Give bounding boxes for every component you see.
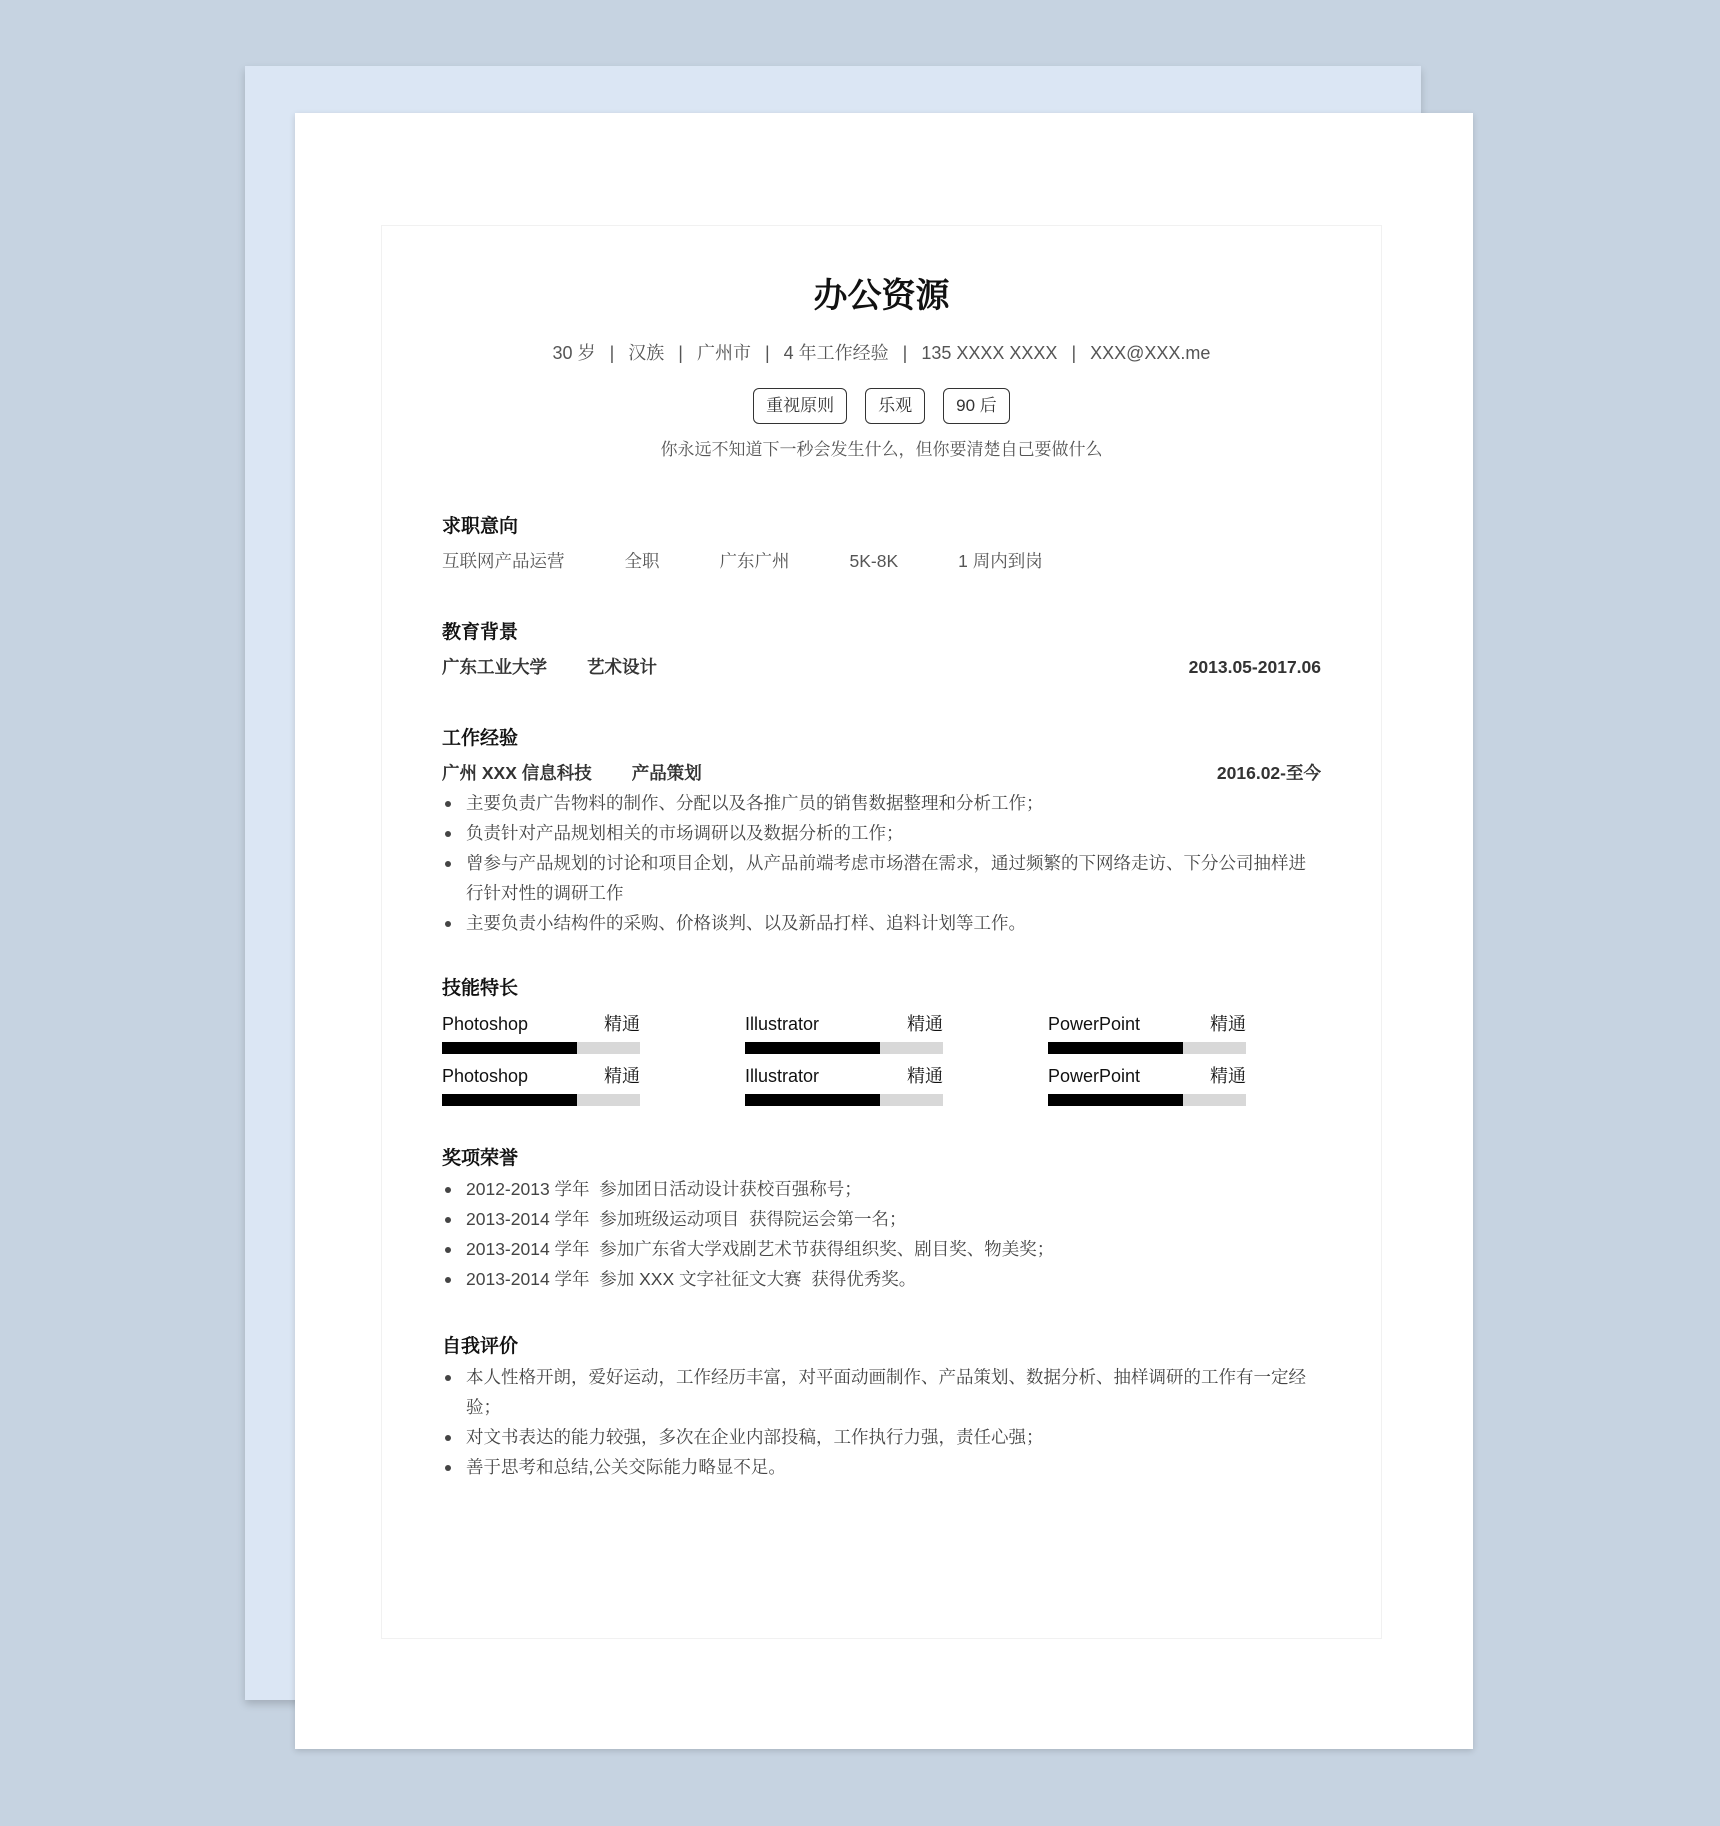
skill-bar-fill	[745, 1042, 880, 1054]
skill-level: 精通	[1210, 1014, 1246, 1034]
separator: |	[902, 343, 908, 363]
position: 产品策划	[631, 763, 702, 783]
skill-name: PowerPoint	[1048, 1014, 1141, 1034]
section-title-skills: 技能特长	[442, 978, 519, 999]
intent-row	[442, 548, 1321, 574]
skill-bar-fill	[1048, 1094, 1183, 1106]
list-item: 2013-2014 学年 参加班级运动项目 获得院运会第一名；	[442, 1204, 1323, 1234]
separator: |	[764, 343, 770, 363]
education-row	[442, 654, 1321, 680]
intent-salary: 5K-8K	[849, 551, 899, 571]
work-period: 2016.02-至今	[1216, 763, 1321, 783]
tag: 重视原则	[753, 388, 847, 424]
work-bullets	[442, 788, 1321, 938]
intent-location: 广东广州	[719, 551, 790, 571]
skill-bar	[1048, 1094, 1246, 1106]
skill-name: Illustrator	[745, 1066, 820, 1086]
skill-item	[1048, 1064, 1246, 1106]
phone: 135 XXXX XXXX	[921, 343, 1058, 363]
ethnicity: 汉族	[628, 343, 665, 363]
list-item: 本人性格开朗，爱好运动，工作经历丰富，对平面动画制作、产品策划、数据分析、抽样调研的工作有一定经验；	[442, 1362, 1323, 1422]
section-title-awards: 奖项荣誉	[442, 1148, 519, 1169]
skill-level: 精通	[1210, 1066, 1246, 1086]
list-item: 2013-2014 学年 参加广东省大学戏剧艺术节获得组织奖、剧目奖、物美奖；	[442, 1234, 1323, 1264]
skill-bar-fill	[1048, 1042, 1183, 1054]
tags	[442, 388, 1321, 424]
skill-bar-fill	[442, 1042, 577, 1054]
work-row	[442, 760, 1321, 786]
skill-name: PowerPoint	[1048, 1066, 1141, 1086]
skill-bar	[442, 1042, 640, 1054]
self-bullets	[442, 1362, 1321, 1482]
section-title-self: 自我评价	[442, 1336, 519, 1357]
major: 艺术设计	[587, 657, 657, 677]
education-period: 2013.05-2017.06	[1188, 657, 1321, 677]
intent-availability: 1 周内到岗	[958, 551, 1043, 571]
list-item: 负责针对产品规划相关的市场调研以及数据分析的工作；	[442, 818, 1323, 848]
skill-label	[745, 1012, 943, 1036]
section-title-intent: 求职意向	[442, 516, 519, 537]
skill-item	[745, 1012, 943, 1054]
section-title-education: 教育背景	[442, 622, 519, 643]
skill-level: 精通	[907, 1014, 943, 1034]
list-item: 主要负责小结构件的采购、价格谈判、以及新品打样、追料计划等工作。	[442, 908, 1323, 938]
email: XXX@XXX.me	[1090, 343, 1211, 363]
skills-grid	[442, 1012, 1321, 1106]
separator: |	[1071, 343, 1077, 363]
skill-bar	[745, 1042, 943, 1054]
resume-content	[381, 225, 1382, 1639]
tag: 90 后	[943, 388, 1010, 424]
resume-page	[295, 113, 1473, 1749]
age: 30 岁	[552, 343, 596, 363]
skill-bar	[442, 1094, 640, 1106]
skill-name: Photoshop	[442, 1066, 529, 1086]
skill-label	[745, 1064, 943, 1088]
skill-level: 精通	[604, 1066, 640, 1086]
skill-label	[442, 1012, 640, 1036]
list-item: 善于思考和总结,公关交际能力略显不足。	[442, 1452, 1323, 1482]
list-item: 主要负责广告物料的制作、分配以及各推广员的销售数据整理和分析工作；	[442, 788, 1323, 818]
list-item: 对文书表达的能力较强，多次在企业内部投稿，工作执行力强，责任心强；	[442, 1422, 1323, 1452]
skill-label	[1048, 1012, 1246, 1036]
candidate-name: 办公资源	[813, 277, 950, 315]
intent-type: 全职	[624, 551, 660, 571]
skill-bar	[1048, 1042, 1246, 1054]
list-item: 2012-2013 学年 参加团日活动设计获校百强称号；	[442, 1174, 1323, 1204]
skill-level: 精通	[907, 1066, 943, 1086]
skill-label	[442, 1064, 640, 1088]
skill-item	[442, 1064, 640, 1106]
intent-field: 互联网产品运营	[442, 551, 565, 571]
skill-item	[442, 1012, 640, 1054]
skill-bar-fill	[442, 1094, 577, 1106]
tag: 乐观	[865, 388, 925, 424]
experience-years: 4 年工作经验	[783, 343, 889, 363]
skill-bar	[745, 1094, 943, 1106]
award-bullets	[442, 1174, 1321, 1294]
company: 广州 XXX 信息科技	[442, 763, 592, 783]
separator: |	[609, 343, 615, 363]
skill-name: Illustrator	[745, 1014, 820, 1034]
school: 广东工业大学	[442, 657, 547, 677]
skill-label	[1048, 1064, 1246, 1088]
separator: |	[678, 343, 683, 363]
skill-name: Photoshop	[442, 1014, 529, 1034]
skill-level: 精通	[604, 1014, 640, 1034]
section-title-work: 工作经验	[442, 728, 519, 749]
skill-item	[745, 1064, 943, 1106]
list-item: 曾参与产品规划的讨论和项目企划，从产品前端考虑市场潜在需求，通过频繁的下网络走访、下分公司抽样进行针对性的调研工作	[442, 848, 1323, 908]
motto: 你永远不知道下一秒会发生什么，但你要清楚自己要做什么	[660, 440, 1103, 459]
personal-info	[442, 340, 1321, 366]
list-item: 2013-2014 学年 参加 XXX 文字社征文大赛 获得优秀奖。	[442, 1264, 1323, 1294]
skill-bar-fill	[745, 1094, 880, 1106]
city: 广州市	[696, 343, 751, 363]
skill-item	[1048, 1012, 1246, 1054]
